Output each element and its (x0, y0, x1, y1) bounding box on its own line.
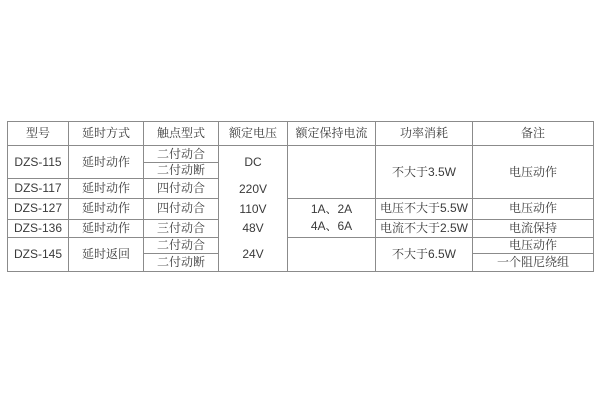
col-header-model: 型号 (8, 122, 69, 146)
cell-contact-type-dzs-136: 三付动合 (144, 219, 219, 237)
cell-model-dzs-136: DZS-136 (8, 219, 69, 237)
cell-rated-voltage-merged (219, 146, 288, 272)
cell-holding-current-group (288, 199, 376, 238)
cell-power-dzs-136: 电流不大于2.5W (376, 219, 473, 237)
cell-note-dzs-136: 电流保持 (473, 219, 594, 237)
col-header-delay-mode: 延时方式 (69, 122, 144, 146)
cell-holding-current-bottom-empty (288, 237, 376, 272)
spec-table-container (7, 121, 594, 272)
cell-model-dzs-115: DZS-115 (8, 146, 69, 179)
cell-delay-mode-dzs-117: 延时动作 (69, 179, 144, 199)
cell-note-dzs-127: 电压动作 (473, 199, 594, 220)
cell-power-dzs-115-117: 不大于3.5W (376, 146, 473, 199)
cell-model-dzs-117: DZS-117 (8, 179, 69, 199)
voltage-value: 110V (239, 201, 267, 216)
col-header-rated-voltage: 额定电压 (219, 122, 288, 146)
cell-holding-current-top-empty (288, 146, 376, 199)
cell-note-dzs-145-a: 电压动作 (473, 237, 594, 254)
cell-power-dzs-127: 电压不大于5.5W (376, 199, 473, 220)
cell-delay-mode-dzs-145: 延时返回 (69, 237, 144, 272)
table-row (8, 237, 594, 254)
voltage-value: 220V (238, 181, 268, 196)
header-row (8, 122, 594, 146)
col-header-rated-holding-current: 额定保持电流 (288, 122, 376, 146)
holding-current-line: 4A、6A (310, 218, 353, 233)
cell-delay-mode-dzs-136: 延时动作 (69, 219, 144, 237)
cell-contact-type-dzs-115-no: 二付动合 (144, 146, 219, 163)
cell-note-dzs-115-117: 电压动作 (473, 146, 594, 199)
cell-contact-type-dzs-115-nc: 二付动断 (144, 163, 219, 179)
voltage-value: 24V (242, 246, 264, 261)
cell-contact-type-dzs-145-no: 二付动合 (144, 237, 219, 254)
col-header-contact-type: 触点型式 (144, 122, 219, 146)
col-header-power-consumption: 功率消耗 (376, 122, 473, 146)
voltage-value: DC (244, 155, 262, 169)
cell-contact-type-dzs-117: 四付动合 (144, 179, 219, 199)
table-row (8, 199, 594, 220)
cell-model-dzs-127: DZS-127 (8, 199, 69, 220)
holding-current-line: 1A、2A (310, 201, 353, 216)
voltage-value: 48V (242, 220, 264, 235)
cell-delay-mode-dzs-115: 延时动作 (69, 146, 144, 179)
voltage-list (219, 146, 287, 271)
cell-delay-mode-dzs-127: 延时动作 (69, 199, 144, 220)
table-row (8, 146, 594, 163)
relay-spec-table (7, 121, 594, 272)
cell-power-dzs-145: 不大于6.5W (376, 237, 473, 272)
col-header-remarks: 备注 (473, 122, 594, 146)
cell-model-dzs-145: DZS-145 (8, 237, 69, 272)
cell-contact-type-dzs-145-nc: 二付动断 (144, 254, 219, 272)
cell-contact-type-dzs-127: 四付动合 (144, 199, 219, 220)
cell-note-dzs-145-b: 一个阻尼绕组 (473, 254, 594, 272)
